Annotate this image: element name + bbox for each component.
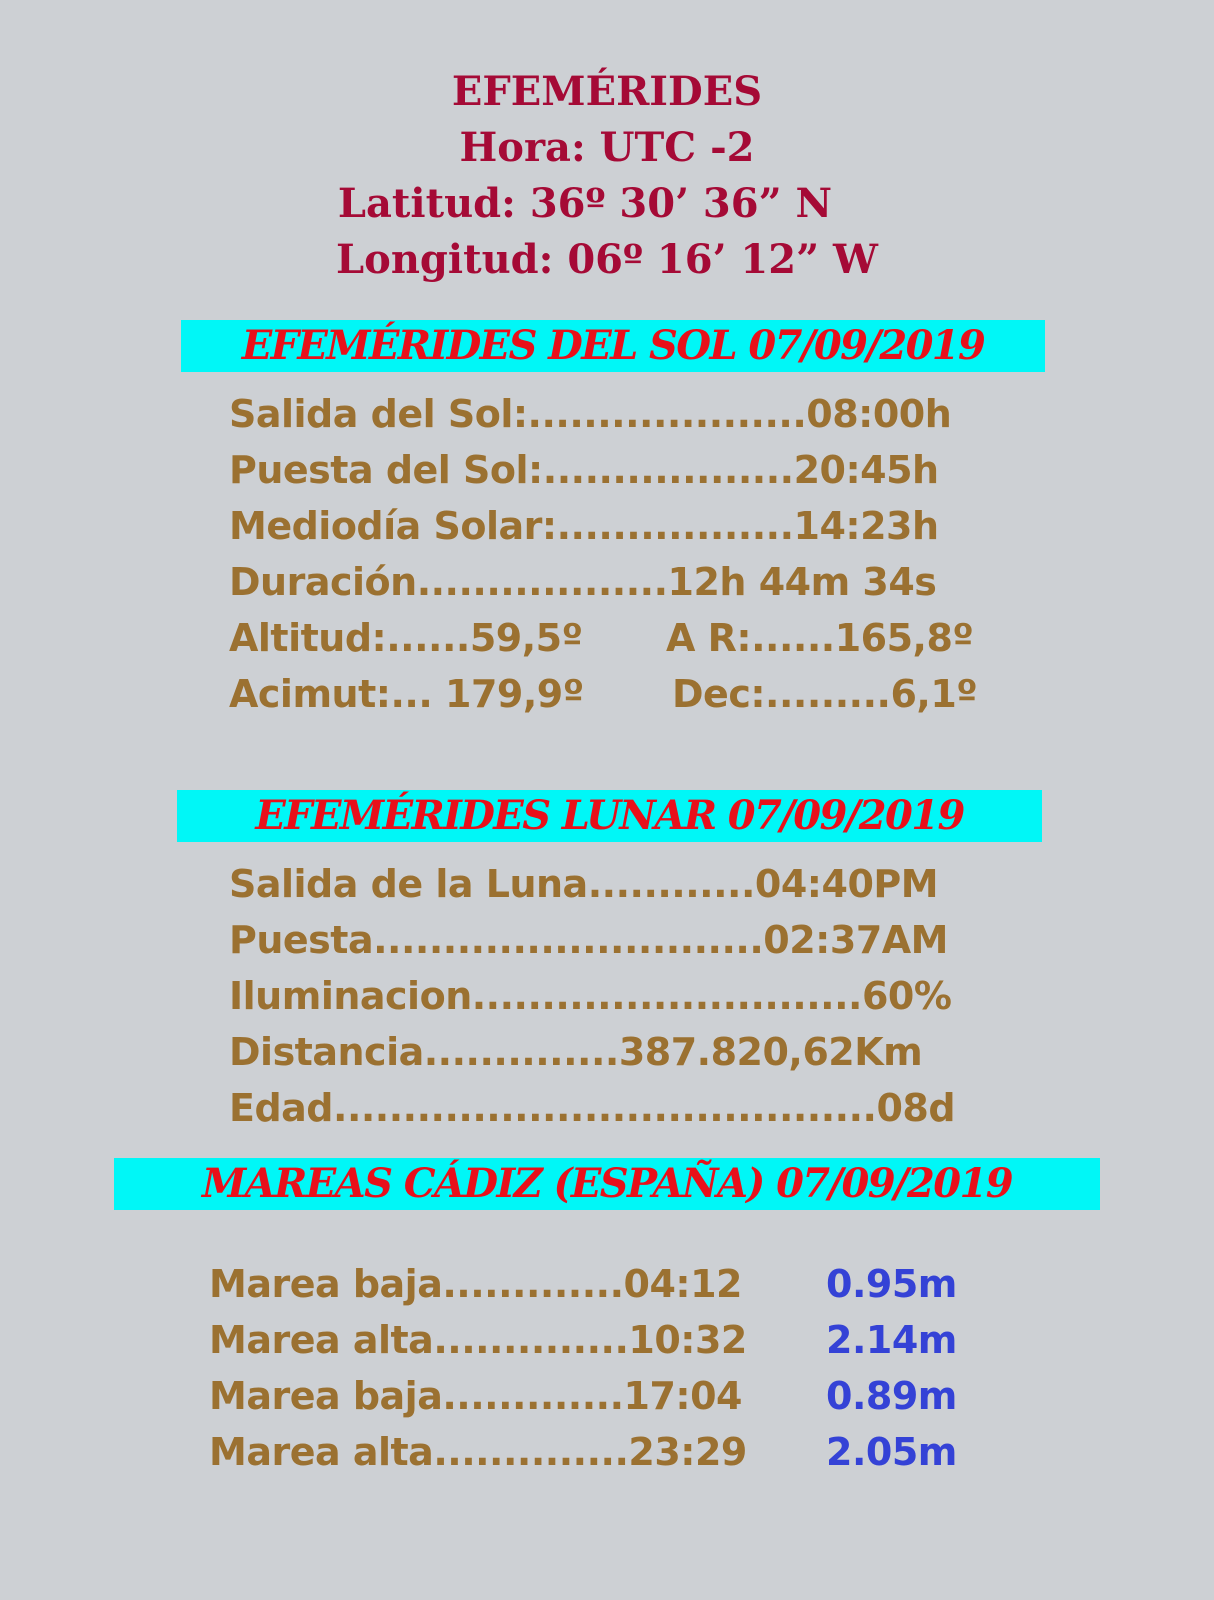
solar-noon-row: Mediodía Solar:.................14:23h xyxy=(229,504,939,548)
tide-row-label: Marea alta..............23:29 xyxy=(209,1430,747,1474)
illumination-row: Iluminacion............................60% xyxy=(229,974,952,1018)
latitude: Latitud: 36º 30’ 36” N xyxy=(337,180,833,227)
tide-height: 2.14m xyxy=(826,1318,957,1362)
page-title: EFEMÉRIDES xyxy=(451,68,763,115)
day-length-row: Duración..................12h 44m 34s xyxy=(229,560,937,604)
tide-height: 0.89m xyxy=(826,1374,957,1418)
sun-section-banner xyxy=(181,320,1045,372)
sunrise-row: Salida del Sol:....................08:00h xyxy=(229,392,952,436)
moonrise-row: Salida de la Luna............04:40PM xyxy=(229,862,939,906)
sun-declination: Dec:.........6,1º xyxy=(672,672,978,716)
moon-age-row: Edad.......................................08d xyxy=(229,1086,956,1130)
distance-row: Distancia..............387.820,62Km xyxy=(229,1030,923,1074)
sunset-row: Puesta del Sol:..................20:45h xyxy=(229,448,939,492)
time-zone: Hora: UTC -2 xyxy=(459,124,755,171)
tides-section-title: MAREAS CÁDIZ (ESPAÑA) 07/09/2019 xyxy=(202,1160,1012,1207)
sun-azimuth: Acimut:... 179,9º xyxy=(229,672,584,716)
moon-section-title: EFEMÉRIDES LUNAR 07/09/2019 xyxy=(255,792,964,839)
moon-section-banner xyxy=(177,790,1042,842)
tide-height: 2.05m xyxy=(826,1430,957,1474)
moonset-row: Puesta............................02:37AM xyxy=(229,918,948,962)
sun-altitude: Altitud:......59,5º xyxy=(229,616,583,660)
tide-height: 0.95m xyxy=(826,1262,957,1306)
tide-row-label: Marea baja.............04:12 xyxy=(209,1262,742,1306)
tide-row-label: Marea baja.............17:04 xyxy=(209,1374,742,1418)
tide-row-label: Marea alta..............10:32 xyxy=(209,1318,747,1362)
sun-right-ascension: A R:......165,8º xyxy=(666,616,974,660)
longitude: Longitud: 06º 16’ 12” W xyxy=(336,236,878,283)
tides-section-banner xyxy=(114,1158,1100,1210)
sun-section-title: EFEMÉRIDES DEL SOL 07/09/2019 xyxy=(241,322,985,369)
